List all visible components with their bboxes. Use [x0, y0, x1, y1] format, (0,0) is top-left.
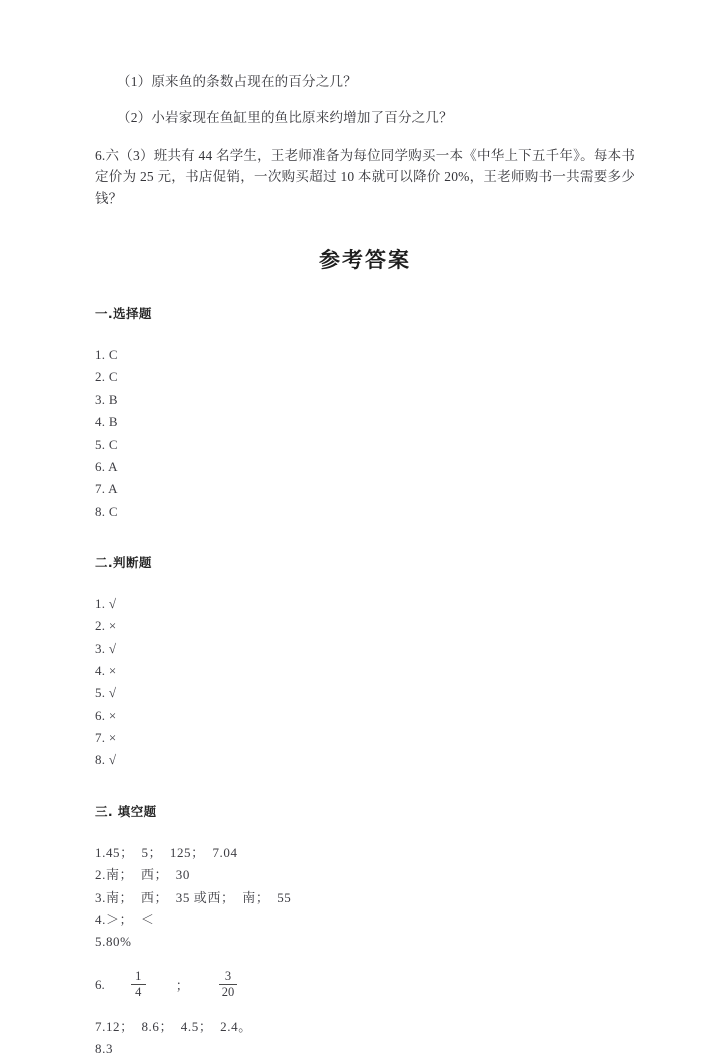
fraction-numerator: 1: [135, 969, 142, 984]
answer-item: 5.80%: [95, 934, 132, 950]
answer-item: 6. A: [95, 458, 118, 474]
answer-item: 4. B: [95, 414, 118, 430]
question-6-text: 6.六（3）班共有 44 名学生，王老师准备为每位同学购买一本《中华上下五千年》。每本书定价为 25 元，书店促销，一次购买超过 10 本就可以降价 20%，王老师购书一共需要多少钱？: [95, 147, 635, 207]
answer-item: 8.3: [95, 1040, 114, 1056]
answer-item: 7. ×: [95, 730, 117, 746]
fraction-row-number: 6.: [95, 976, 105, 992]
answer-item: 3.南； 西； 35 或西； 南； 55: [95, 889, 292, 905]
answer-item: 8. √: [95, 752, 117, 768]
page-title: 参考答案: [319, 248, 411, 273]
answer-item: 8. C: [95, 503, 118, 519]
section-true-false: [95, 553, 635, 772]
answer-item: 7. A: [95, 481, 118, 497]
answer-item: 1.45； 5； 125； 7.04: [95, 844, 238, 860]
section-fill-in-blank: [95, 802, 635, 1060]
answer-item-fractions: [95, 966, 635, 1004]
answer-item: 2.南； 西； 30: [95, 867, 190, 883]
answer-list-2: [95, 593, 635, 772]
answer-list-3-after: [95, 1016, 635, 1060]
section-multiple-choice: [95, 304, 635, 523]
answer-item: 5. C: [95, 436, 118, 452]
fraction-separator: ；: [175, 978, 189, 994]
answer-item: 3. B: [95, 391, 118, 407]
fraction-three-twentieths: [219, 970, 238, 999]
sub-question-1: （1）原来鱼的条数占现在的百分之几？: [117, 74, 357, 89]
section-heading-2: 二.判断题: [95, 554, 152, 570]
fraction-denominator: 4: [135, 985, 142, 1000]
answer-item: 2. C: [95, 369, 118, 385]
answer-item: 1. √: [95, 595, 117, 611]
fraction-numerator: 3: [224, 969, 232, 984]
section-heading-3: 三. 填空题: [95, 803, 157, 819]
answer-item: 4. ×: [95, 663, 117, 679]
answer-item: 3. √: [95, 640, 117, 656]
answer-list-1: [95, 344, 635, 523]
sub-question-2: （2）小岩家现在鱼缸里的鱼比原来约增加了百分之几？: [117, 110, 453, 126]
answer-item: 5. √: [95, 685, 117, 701]
answer-list-3-before: [95, 842, 635, 954]
fraction-denominator: 20: [221, 985, 235, 1000]
answer-item: 7.12； 8.6； 4.5； 2.4。: [95, 1018, 252, 1034]
answer-item: 2. ×: [95, 618, 117, 634]
answer-item: 1. C: [95, 347, 118, 363]
answer-item: 6. ×: [95, 707, 117, 723]
answer-item: 4.＞； ＜: [95, 911, 155, 927]
problem-block: [95, 72, 635, 210]
section-heading-1: 一.选择题: [95, 306, 152, 322]
fraction-one-quarter: [131, 970, 146, 999]
page-content: [95, 72, 635, 1060]
